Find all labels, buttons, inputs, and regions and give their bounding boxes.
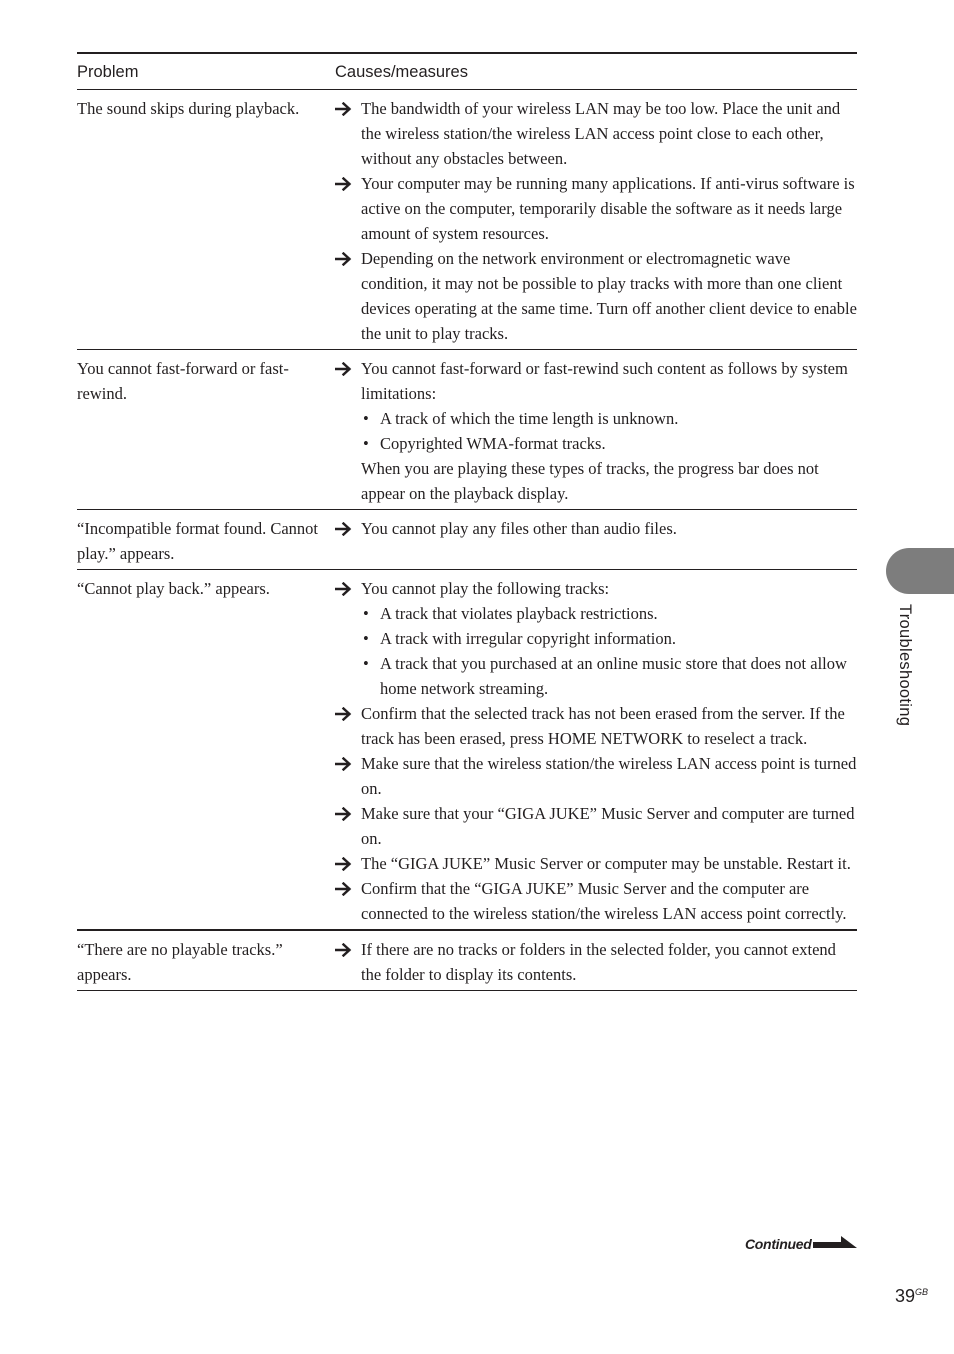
measure-text: The bandwidth of your wireless LAN may be too low. Place the unit and the wireless station/the wireless LAN access point close to each other, without any obstacles between. [361,99,841,168]
measure-item [335,516,857,541]
measure-text: Depending on the network environment or electromagnetic wave condition, it may not be possible to play tracks with more than one client devices operating at the same time. Turn off another client device to enable the unit to play tracks. [361,249,857,343]
bullet-item [335,431,857,456]
page-number-suffix: GB [915,1287,929,1297]
measure-text: Your computer may be running many applications. If anti-virus software is active on the computer, temporarily disable the software as it needs large amount of system resources. [361,174,855,243]
measure-item [335,701,857,751]
arrow-icon [335,516,355,541]
measure-item [335,751,857,801]
causes-cell [335,576,857,926]
measure-text: If there are no tracks or folders in the selected folder, you cannot extend the folder to display its contents. [361,940,836,984]
bullet-item [335,406,857,431]
arrow-icon [335,356,355,381]
page-number-value: 39 [895,1286,916,1306]
table-row [77,90,857,350]
problem-cell: You cannot fast-forward or fast-rewind. [77,359,289,403]
arrow-icon [335,96,355,121]
measure-text: The “GIGA JUKE” Music Server or computer may be unstable. Restart it. [361,854,851,873]
header-causes: Causes/measures [335,63,468,81]
troubleshooting-table [77,52,857,991]
bullet-item [335,601,857,626]
measure-text: Confirm that the “GIGA JUKE” Music Server and the computer are connected to the wireless station/the wireless LAN access point correctly. [361,879,847,923]
continued-arrow-icon [813,1234,857,1252]
measure-item [335,171,857,246]
measure-text: You cannot play any files other than audio files. [361,519,677,538]
arrow-icon [335,937,355,962]
measure-text: You cannot play the following tracks: [361,579,610,598]
measure-item [335,356,857,406]
note-text: When you are playing these types of tracks, the progress bar does not appear on the playback display. [361,459,819,503]
problem-cell: The sound skips during playback. [77,99,300,118]
table-row [77,350,857,510]
measure-item [335,576,857,601]
table-header [77,54,857,90]
problem-cell: “Cannot play back.” appears. [77,579,270,598]
measure-text: You cannot fast-forward or fast-rewind such content as follows by system limitations: [361,359,848,403]
bullet-item [335,651,857,701]
causes-cell [335,937,857,987]
header-problem: Problem [77,63,139,81]
bullet-text: Copyrighted WMA-format tracks. [380,434,606,453]
causes-cell [335,96,857,346]
section-tab [886,548,954,594]
bullet-icon: • [363,409,369,428]
arrow-icon [335,701,355,726]
measure-text: Confirm that the selected track has not been erased from the server. If the track has been erased, press HOME NETWORK to reselect a track. [361,704,845,748]
measure-item [335,876,857,926]
causes-cell [335,356,857,506]
measure-item [335,851,857,876]
arrow-icon [335,171,355,196]
bullet-text: A track that violates playback restrictions. [380,604,658,623]
bullet-text: A track of which the time length is unknown. [380,409,679,428]
bullet-icon: • [363,604,369,623]
arrow-icon [335,576,355,601]
measure-item [335,96,857,171]
measure-item [335,246,857,346]
section-label: Troubleshooting [896,604,914,727]
measure-item [335,937,857,987]
arrow-icon [335,751,355,776]
problem-cell: “There are no playable tracks.” appears. [77,940,283,984]
measure-text: Make sure that your “GIGA JUKE” Music Server and computer are turned on. [361,804,855,848]
bullet-text: A track that you purchased at an online music store that does not allow home network streaming. [380,654,847,698]
continued-label: Continued [745,1236,812,1252]
bullet-item [335,626,857,651]
measure-text: Make sure that the wireless station/the wireless LAN access point is turned on. [361,754,857,798]
table-row [77,570,857,931]
arrow-icon [335,246,355,271]
causes-cell [335,516,857,566]
page-number [895,1286,928,1307]
table-row [77,931,857,991]
arrow-icon [335,851,355,876]
bullet-icon: • [363,434,369,453]
bullet-text: A track with irregular copyright information. [380,629,677,648]
arrow-icon [335,876,355,901]
bullet-icon: • [363,654,369,673]
table-row [77,510,857,570]
problem-cell: “Incompatible format found. Cannot play.” appears. [77,519,319,563]
arrow-icon [335,801,355,826]
measure-item [335,801,857,851]
bullet-icon: • [363,629,369,648]
